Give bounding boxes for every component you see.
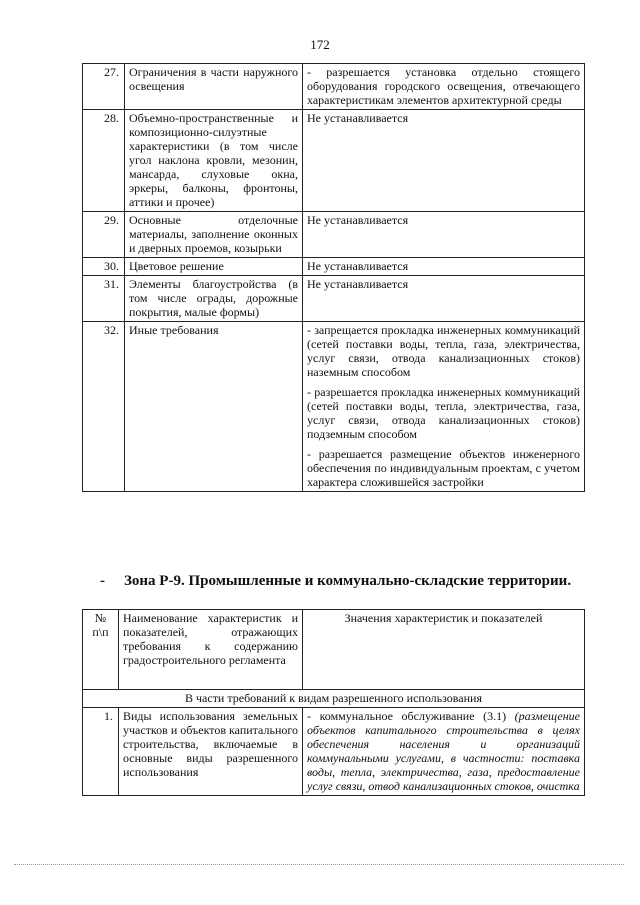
row-value-paragraph: - разрешается прокладка инженерных коммуникаций (сетей поставки воды, тепла, электричества, газа, услуг связи, отвода канализационных стоков) подземным способом (307, 385, 580, 441)
section-title: В части требований к видам разрешенного использования (83, 690, 585, 708)
row-number: 29. (83, 212, 125, 258)
table-row (83, 110, 585, 212)
table-row (83, 276, 585, 322)
row-value-paragraph: Не устанавливается (307, 213, 409, 227)
row-name: Основные отделочные материалы, заполнение оконных и дверных проемов, козырьки (125, 212, 303, 258)
table-row (83, 212, 585, 258)
table-row (83, 322, 585, 492)
row-name: Иные требования (125, 322, 303, 492)
zone-table-header-row (83, 610, 585, 690)
row-value-paragraph: Не устанавливается (307, 259, 409, 273)
row-name: Цветовое решение (125, 258, 303, 276)
row-number: 27. (83, 64, 125, 110)
row-value (303, 258, 585, 276)
row-value-paragraph: Не устанавливается (307, 277, 409, 291)
row-value-paragraph: - разрешается размещение объектов инженерного обеспечения по индивидуальным проектам, с учетом характера сложившейся застройки (307, 447, 580, 489)
zone-table-section-row (83, 690, 585, 708)
zone-heading-title: Зона Р-9. Промышленные и коммунально-складские территории. (124, 573, 572, 589)
requirements-table (82, 63, 585, 492)
header-number: № п\п (83, 610, 119, 690)
row-value-paragraph: - запрещается прокладка инженерных коммуникаций (сетей поставки воды, тепла, газа, электричества, услуг связи, отвода канализационных стоков) наземным способом (307, 323, 580, 379)
row-value-paragraph: - разрешается установка отдельно стоящего оборудования городского освещения, отвечающего характеристикам элементов архитектурной среды (307, 65, 580, 107)
row-value-detail: (размещение объектов капитального строительства в целях обеспечения населения и организаций коммунальными услугами, в частности: поставка воды, тепла, электричества, газа, предоставление услуг связи, отвод канализационных стоков, очистка (307, 709, 580, 793)
row-value (303, 212, 585, 258)
page-number: 172 (310, 37, 330, 52)
row-number: 30. (83, 258, 125, 276)
row-number: 1. (83, 708, 119, 796)
row-value-paragraph: Не устанавливается (307, 111, 409, 125)
page-bottom-dotted-line (14, 864, 624, 865)
table-row (83, 64, 585, 110)
row-value (303, 708, 585, 796)
row-value (303, 110, 585, 212)
row-value (303, 276, 585, 322)
row-name: Виды использования земельных участков и объектов капитального строительства, включаемые в основные виды разрешенного использования (119, 708, 303, 796)
row-number: 32. (83, 322, 125, 492)
zone-heading-dash: - (100, 573, 105, 589)
row-name: Элементы благоустройства (в том числе ограды, дорожные покрытия, малые формы) (125, 276, 303, 322)
row-number: 31. (83, 276, 125, 322)
row-value-lead: - коммунальное обслуживание (3.1) (307, 709, 507, 723)
zone-table (82, 609, 585, 796)
header-value: Значения характеристик и показателей (303, 610, 585, 690)
zone-heading (100, 572, 600, 590)
row-value (303, 64, 585, 110)
zone-table-row (83, 708, 585, 796)
header-name: Наименование характеристик и показателей, отражающих требования к содержанию градостроительного регламента (119, 610, 303, 690)
row-value (303, 322, 585, 492)
row-number: 28. (83, 110, 125, 212)
row-name: Объемно-пространственные и композиционно-силуэтные характеристики (в том числе угол наклона кровли, мезонин, мансарда, слуховые окна, эркеры, балконы, фронтоны, аттики и прочее) (125, 110, 303, 212)
table-row (83, 258, 585, 276)
row-name: Ограничения в части наружного освещения (125, 64, 303, 110)
